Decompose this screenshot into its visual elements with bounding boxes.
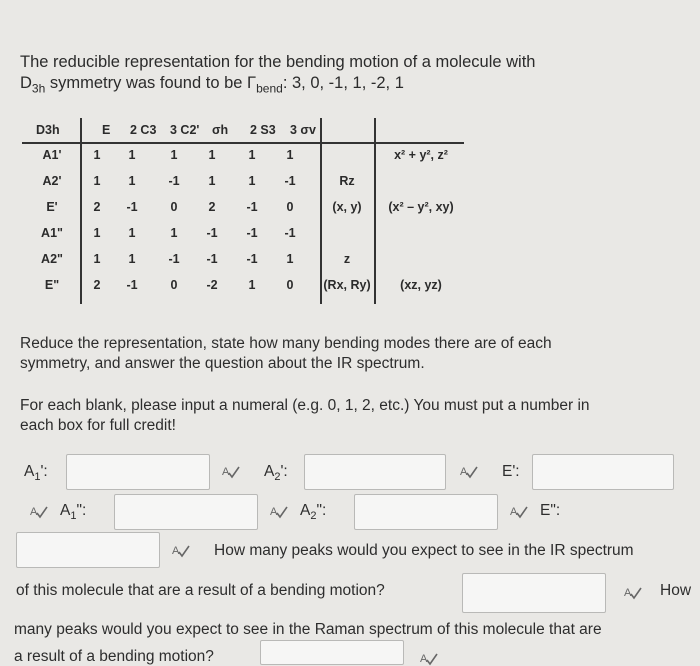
gamma-values: : 3, 0, -1, 1, -2, 1: [282, 74, 404, 92]
op-header: 2 S3: [250, 123, 276, 137]
blank-line-1: For each blank, please input a numeral (e.g. 0, 1, 2, etc.) You must put a number in: [20, 397, 590, 414]
character-value: 1: [286, 148, 294, 162]
op-header: E: [102, 123, 111, 137]
irrep-label: E': [46, 200, 58, 214]
group-header: D3h: [36, 123, 60, 137]
character-value: 1: [208, 174, 216, 188]
character-value: 1: [248, 174, 256, 188]
a2-prime-label: $A_2'$:: [264, 463, 288, 484]
question-line-1: The reducible representation for the bending motion of a molecule with: [20, 53, 536, 71]
character-value: 1: [93, 174, 101, 188]
reduce-line-1: Reduce the representation, state how many bending modes there are of each: [20, 335, 552, 352]
a1-dprime-input[interactable]: [114, 494, 258, 530]
a2-dprime-label: $A_2$":: [300, 502, 327, 523]
linear-function: Rz: [339, 174, 355, 188]
character-value: -1: [284, 174, 296, 188]
character-value: 0: [170, 278, 178, 292]
character-value: -1: [246, 252, 258, 266]
e-prime-label: E':: [502, 463, 520, 480]
spellcheck-icon[interactable]: [270, 503, 288, 519]
svg-text:A: A: [172, 545, 180, 557]
character-value: -1: [246, 226, 258, 240]
character-value: 1: [170, 148, 178, 162]
spellcheck-icon[interactable]: [460, 463, 478, 479]
character-value: 1: [128, 148, 136, 162]
question-line-2: [20, 73, 660, 99]
reduce-line-2: symmetry, and answer the question about the IR spectrum.: [20, 355, 425, 372]
character-value: -1: [206, 252, 218, 266]
group-sub: 3h: [31, 81, 46, 96]
blank-line-2: each box for full credit!: [20, 417, 176, 434]
character-value: 1: [93, 252, 101, 266]
svg-text:A: A: [270, 506, 278, 518]
spellcheck-icon[interactable]: [30, 503, 48, 519]
character-value: 1: [128, 174, 136, 188]
reduce-instructions: [20, 334, 552, 374]
character-value: -1: [284, 226, 296, 240]
linear-function: (x, y): [332, 200, 362, 214]
character-value: 2: [208, 200, 216, 214]
linear-function: (Rx, Ry): [323, 278, 371, 292]
character-value: 1: [286, 252, 294, 266]
character-value: 0: [286, 278, 294, 292]
quadratic-function: (x² – y², xy): [388, 200, 454, 214]
ir-question-line-1: How many peaks would you expect to see in the IR spectrum: [214, 542, 634, 559]
character-value: -2: [206, 278, 218, 292]
character-value: 1: [248, 278, 256, 292]
irrep-label: A1": [41, 226, 63, 240]
character-value: 2: [93, 278, 101, 292]
svg-text:A: A: [30, 506, 38, 518]
svg-text:A: A: [222, 466, 230, 478]
spellcheck-icon[interactable]: [420, 650, 438, 666]
character-value: 0: [170, 200, 178, 214]
character-table: [22, 118, 464, 304]
character-value: -1: [126, 278, 138, 292]
raman-peaks-input[interactable]: [260, 640, 404, 665]
character-value: 1: [248, 148, 256, 162]
gamma-sub: bend: [256, 81, 283, 96]
e-dprime-input[interactable]: [16, 532, 160, 568]
character-value: 1: [170, 226, 178, 240]
character-value: -1: [206, 226, 218, 240]
quadratic-function: x² + y², z²: [394, 148, 448, 162]
raman-question-line-2: a result of a bending motion?: [14, 648, 214, 665]
character-value: 1: [128, 252, 136, 266]
a1-dprime-label: $A_1$":: [60, 502, 87, 523]
header-rule: [22, 142, 464, 144]
svg-text:A: A: [510, 506, 518, 518]
group-letter: D: [20, 74, 32, 92]
e-dprime-label: E":: [540, 502, 561, 519]
blank-instructions: [20, 396, 590, 436]
character-value: -1: [168, 174, 180, 188]
a2-dprime-input[interactable]: [354, 494, 498, 530]
character-value: 2: [93, 200, 101, 214]
e-prime-input[interactable]: [532, 454, 674, 490]
character-value: -1: [126, 200, 138, 214]
raman-question-line-1: many peaks would you expect to see in the Raman spectrum of this molecule that are: [14, 621, 602, 638]
character-value: 1: [128, 226, 136, 240]
ir-question-line-2: of this molecule that are a result of a bending motion?: [16, 582, 385, 599]
op-header: 3 σv: [290, 123, 316, 137]
character-value: 0: [286, 200, 294, 214]
op-header: 3 C2': [170, 123, 200, 137]
question-text: [20, 52, 660, 99]
irrep-divider: [80, 118, 82, 304]
a1-prime-label: $A_1'$:: [24, 463, 48, 484]
spellcheck-icon[interactable]: [172, 542, 190, 558]
question-mid: symmetry was found to be Γ: [45, 74, 257, 92]
irrep-label: A1': [42, 148, 62, 162]
op-header: 2 C3: [130, 123, 157, 137]
spellcheck-icon[interactable]: [510, 503, 528, 519]
spellcheck-icon[interactable]: [222, 463, 240, 479]
a1-prime-input[interactable]: [66, 454, 210, 490]
character-value: 1: [208, 148, 216, 162]
irrep-label: A2': [42, 174, 62, 188]
spellcheck-icon[interactable]: [624, 584, 642, 600]
svg-text:A: A: [460, 466, 468, 478]
character-value: -1: [246, 200, 258, 214]
irrep-label: E": [44, 278, 60, 292]
raman-question-start: How: [660, 582, 692, 599]
irrep-label: A2": [41, 252, 63, 266]
a2-prime-input[interactable]: [304, 454, 446, 490]
character-value: -1: [168, 252, 180, 266]
svg-text:A: A: [420, 653, 428, 665]
quadratic-function: (xz, yz): [400, 278, 442, 292]
linear-function: z: [343, 252, 351, 266]
ir-peaks-input[interactable]: [462, 573, 606, 613]
svg-text:A: A: [624, 587, 632, 599]
op-header: σh: [212, 123, 229, 137]
character-value: 1: [93, 148, 101, 162]
character-value: 1: [93, 226, 101, 240]
